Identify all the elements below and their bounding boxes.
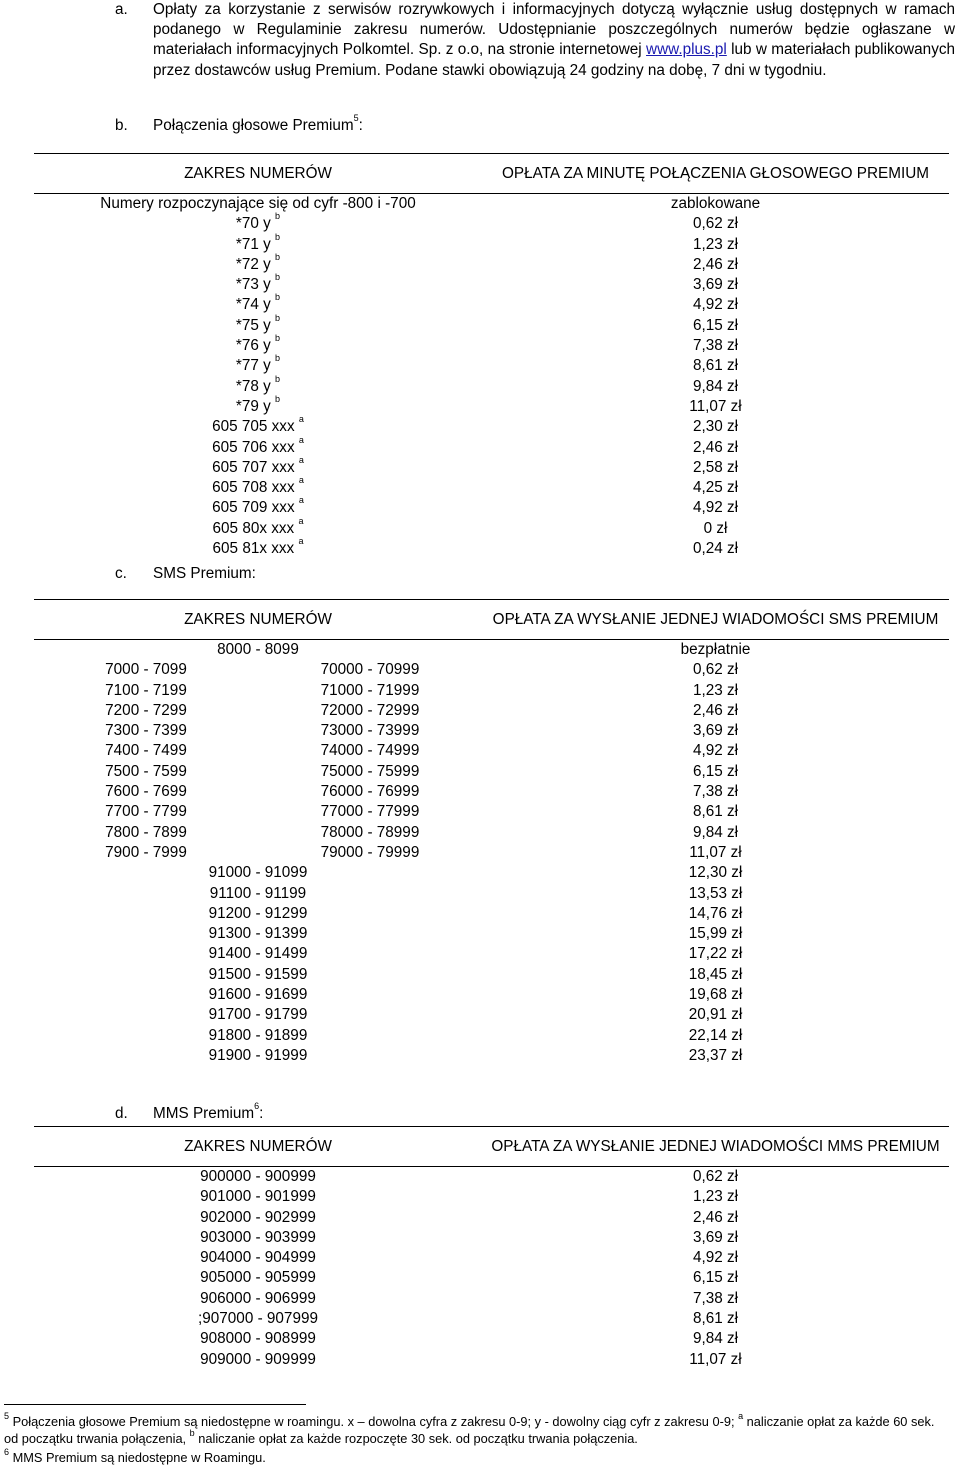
- table-row: [34, 316, 949, 336]
- table-header: [34, 600, 949, 640]
- price-cell: 1,23 zł: [692, 235, 739, 253]
- range-cell: ;907000 - 907999: [198, 1310, 318, 1328]
- table-row: [34, 295, 949, 315]
- table-row: [34, 640, 949, 661]
- range-cell: *73 y $^b$: [235, 272, 281, 294]
- table-row: [34, 539, 949, 559]
- price-cell: 11,07 zł: [689, 397, 742, 415]
- list-marker: a.: [115, 1, 128, 18]
- table-row: [34, 681, 949, 701]
- price-cell: 6,15 zł: [692, 762, 739, 780]
- table-row: [34, 782, 949, 802]
- footnote-ref[interactable]: 6: [254, 1101, 260, 1111]
- price-cell: 6,15 zł: [692, 1269, 739, 1287]
- table-row: [34, 863, 949, 883]
- range-cell: 91100 - 91199: [209, 884, 307, 902]
- price-cell: 0,24 zł: [692, 540, 739, 558]
- range-cell: *74 y $^b$: [235, 292, 281, 314]
- table-header: [34, 1127, 949, 1167]
- header-price: OPŁATA ZA WYSŁANIE JEDNEJ WIADOMOŚCI MMS PREMIUM: [491, 1137, 940, 1155]
- price-cell: 9,84 zł: [692, 377, 739, 395]
- table-row: [34, 1005, 949, 1025]
- price-cell: 7,38 zł: [692, 337, 739, 355]
- header-range: ZAKRES NUMERÓW: [184, 164, 332, 182]
- range-short-cell: 7300 - 7399: [105, 722, 187, 740]
- range-cell: 91000 - 91099: [208, 864, 308, 882]
- range-cell: 91500 - 91599: [208, 965, 308, 983]
- price-cell: 6,15 zł: [692, 316, 739, 334]
- range-cell: 91200 - 91299: [208, 904, 308, 922]
- price-cell: 11,07 zł: [689, 843, 742, 861]
- range-cell: 605 81x xxx $^a$: [212, 536, 304, 558]
- range-short-cell: 7700 - 7799: [105, 803, 187, 821]
- range-cell: 909000 - 909999: [200, 1350, 316, 1368]
- table-row: [34, 721, 949, 741]
- table-row: [34, 1228, 949, 1248]
- price-cell: 15,99 zł: [688, 925, 743, 943]
- range-long-cell: 73000 - 73999: [320, 722, 420, 740]
- range-cell: 91800 - 91899: [208, 1026, 308, 1044]
- price-cell: 7,38 zł: [692, 1289, 739, 1307]
- table-row: [34, 1187, 949, 1207]
- price-cell: 9,84 zł: [692, 1330, 739, 1348]
- table-row: [34, 498, 949, 518]
- price-cell: 4,92 zł: [692, 1249, 739, 1267]
- table-row: [34, 660, 949, 680]
- price-cell: 8,61 zł: [692, 357, 739, 375]
- table-row: [34, 1046, 949, 1066]
- price-cell: 0,62 zł: [692, 215, 739, 233]
- price-cell: 3,69 zł: [692, 722, 739, 740]
- range-cell: 8000 - 8099: [217, 641, 299, 658]
- range-short-cell: 7500 - 7599: [105, 762, 187, 780]
- plus-link[interactable]: www.plus.pl: [646, 41, 727, 59]
- range-long-cell: 72000 - 72999: [320, 701, 420, 719]
- table-row: [34, 741, 949, 761]
- range-short-cell: 7100 - 7199: [105, 681, 187, 699]
- range-cell: *76 y $^b$: [235, 333, 281, 355]
- section-d-heading: d. MMS Premium$^6$:: [115, 1101, 264, 1122]
- range-cell: *79 y $^b$: [235, 393, 281, 415]
- header-range: ZAKRES NUMERÓW: [184, 1137, 332, 1155]
- table-row: [34, 904, 949, 924]
- price-cell: 0 zł: [703, 519, 728, 537]
- price-cell: 0,62 zł: [692, 1168, 739, 1185]
- price-cell: 18,45 zł: [688, 965, 743, 983]
- table-row: [34, 762, 949, 782]
- range-cell: 904000 - 904999: [200, 1249, 316, 1267]
- table-row: [34, 1268, 949, 1288]
- table-row: [34, 1289, 949, 1309]
- range-cell: 900000 - 900999: [200, 1168, 316, 1185]
- range-cell: *78 y $^b$: [235, 373, 281, 395]
- table-row: [34, 255, 949, 275]
- price-cell: 1,23 zł: [692, 681, 739, 699]
- range-cell: 902000 - 902999: [200, 1208, 316, 1226]
- header-price: OPŁATA ZA MINUTĘ POŁĄCZENIA GŁOSOWEGO PREMIUM: [502, 164, 929, 182]
- price-cell: 12,30 zł: [688, 864, 743, 882]
- price-cell: 22,14 zł: [688, 1026, 743, 1044]
- table-row: [34, 519, 949, 539]
- price-cell: 14,76 zł: [688, 904, 743, 922]
- price-cell: 2,46 zł: [692, 255, 739, 273]
- table-row: [34, 1026, 949, 1046]
- table-row: [34, 336, 949, 356]
- mms-premium-table: [34, 1126, 949, 1370]
- range-cell: Numery rozpoczynające się od cyfr -800 i -700: [100, 195, 416, 212]
- range-cell: 605 709 xxx $^a$: [212, 495, 304, 517]
- table-row: [34, 1167, 949, 1188]
- price-cell: 2,46 zł: [692, 1208, 739, 1226]
- footnote-ref[interactable]: 5: [353, 113, 359, 123]
- table-row: [34, 701, 949, 721]
- table-row: [34, 458, 949, 478]
- table-row: [34, 1248, 949, 1268]
- footnote-6: $^6$ MMS Premium są niedostępne w Roamingu.: [4, 1447, 266, 1465]
- range-long-cell: 78000 - 78999: [320, 823, 420, 841]
- intro-text: Opłaty za korzystanie z serwisów rozrywkowych i informacyjnych dotyczą wyłącznie usług dostępnych w ramach podanego w Regulaminie zakresu numerów. Udostępnianie poszczególnych numerów będzie ogłaszane w materiałach informacyjnych Polkomtel. Sp. z o.o, na stronie internetowej www.plus.pl lub w materiałach publikowanych przez dostawców usług Premium. Podane stawki obowiązują 24 godziny na dobę, 7 dni w tygodniu.: [153, 1, 955, 79]
- price-cell: 4,92 zł: [692, 296, 739, 314]
- price-cell: 2,30 zł: [692, 418, 739, 436]
- range-cell: 91400 - 91499: [208, 945, 308, 963]
- header-price: OPŁATA ZA WYSŁANIE JEDNEJ WIADOMOŚCI SMS PREMIUM: [492, 610, 939, 628]
- price-cell: 13,53 zł: [688, 884, 743, 902]
- range-cell: 605 707 xxx $^a$: [212, 454, 304, 476]
- range-cell: 906000 - 906999: [200, 1289, 316, 1307]
- range-cell: 905000 - 905999: [200, 1269, 316, 1287]
- price-cell: 3,69 zł: [692, 1228, 739, 1246]
- range-short-cell: 7400 - 7499: [105, 742, 187, 760]
- range-long-cell: 76000 - 76999: [320, 783, 420, 801]
- table-row: [34, 235, 949, 255]
- price-cell: 9,84 zł: [692, 823, 739, 841]
- price-cell: 0,62 zł: [692, 661, 739, 679]
- range-cell: *72 y $^b$: [235, 251, 281, 273]
- range-cell: *75 y $^b$: [235, 312, 281, 334]
- range-short-cell: 7000 - 7099: [105, 661, 187, 679]
- table-row: [34, 802, 949, 822]
- price-cell: 4,92 zł: [692, 742, 739, 760]
- table-header: [34, 154, 949, 194]
- range-long-cell: 70000 - 70999: [320, 661, 420, 679]
- range-long-cell: 79000 - 79999: [320, 843, 420, 861]
- section-b-heading: b. Połączenia głosowe Premium$^5$:: [115, 113, 363, 134]
- range-cell: 91600 - 91699: [208, 986, 308, 1004]
- table-row: [34, 275, 949, 295]
- price-cell: 1,23 zł: [692, 1188, 739, 1206]
- price-cell: 8,61 zł: [692, 1310, 739, 1328]
- table-row: [34, 356, 949, 376]
- table-row: [34, 924, 949, 944]
- sms-premium-table: [34, 599, 949, 1066]
- range-short-cell: 7900 - 7999: [105, 843, 187, 861]
- range-cell: 605 706 xxx $^a$: [212, 434, 304, 456]
- price-cell: 3,69 zł: [692, 276, 739, 294]
- range-cell: 903000 - 903999: [200, 1228, 316, 1246]
- price-cell: zablokowane: [670, 195, 761, 212]
- price-cell: 11,07 zł: [689, 1350, 742, 1368]
- header-range: ZAKRES NUMERÓW: [184, 610, 332, 628]
- table-row: [34, 1208, 949, 1228]
- table-row: [34, 965, 949, 985]
- range-long-cell: 71000 - 71999: [320, 681, 420, 699]
- price-cell: 19,68 zł: [688, 986, 743, 1004]
- price-cell: 20,91 zł: [688, 1006, 743, 1024]
- table-row: [34, 214, 949, 234]
- range-short-cell: 7200 - 7299: [105, 701, 187, 719]
- range-cell: *70 y $^b$: [235, 211, 281, 233]
- range-cell: 91900 - 91999: [208, 1046, 308, 1064]
- price-cell: bezpłatnie: [680, 641, 751, 658]
- price-cell: 4,25 zł: [692, 479, 739, 497]
- section-c-heading: c. SMS Premium:: [115, 565, 256, 582]
- price-cell: 4,92 zł: [692, 499, 739, 517]
- table-row: [34, 1350, 949, 1370]
- table-row: [34, 194, 949, 215]
- table-row: [34, 377, 949, 397]
- price-cell: 7,38 zł: [692, 783, 739, 801]
- price-cell: 23,37 zł: [688, 1046, 743, 1064]
- price-cell: 2,46 zł: [692, 438, 739, 456]
- table-row: [34, 944, 949, 964]
- range-cell: 605 80x xxx $^a$: [212, 515, 304, 537]
- table-row: [34, 884, 949, 904]
- range-short-cell: 7800 - 7899: [105, 823, 187, 841]
- price-cell: 2,58 zł: [692, 458, 739, 476]
- range-cell: 605 705 xxx $^a$: [212, 414, 304, 436]
- table-row: [34, 1329, 949, 1349]
- range-cell: 605 708 xxx $^a$: [212, 475, 304, 497]
- footnote-5: $^5$ Połączenia głosowe Premium są niedostępne w roamingu. x – dowolna cyfra z zakresu 0-9; y - dowolny ciąg cyfr z zakresu 0-9; $^a$ naliczanie opłat za każde 60 sek. od początku trwania połączenia, $^b$ naliczanie opłat za każde rozpoczęte 30 sek. od początku trwania połączenia.: [4, 1411, 935, 1446]
- range-short-cell: 7600 - 7699: [105, 783, 187, 801]
- table-row: [34, 823, 949, 843]
- table-row: [34, 417, 949, 437]
- table-row: [34, 397, 949, 417]
- range-long-cell: 74000 - 74999: [320, 742, 420, 760]
- range-long-cell: 77000 - 77999: [320, 803, 420, 821]
- price-cell: 17,22 zł: [688, 945, 743, 963]
- footnote-separator: [4, 1404, 306, 1405]
- table-row: [34, 478, 949, 498]
- table-row: [34, 843, 949, 863]
- table-row: [34, 1309, 949, 1329]
- range-long-cell: 75000 - 75999: [320, 762, 420, 780]
- range-cell: 91300 - 91399: [208, 925, 308, 943]
- range-cell: 91700 - 91799: [208, 1006, 308, 1024]
- price-cell: 8,61 zł: [692, 803, 739, 821]
- range-cell: *77 y $^b$: [235, 353, 281, 375]
- voice-premium-table: [34, 153, 949, 559]
- range-cell: 901000 - 901999: [200, 1188, 316, 1206]
- table-row: [34, 438, 949, 458]
- range-cell: 908000 - 908999: [200, 1330, 316, 1348]
- price-cell: 2,46 zł: [692, 701, 739, 719]
- range-cell: *71 y $^b$: [235, 231, 281, 253]
- table-row: [34, 985, 949, 1005]
